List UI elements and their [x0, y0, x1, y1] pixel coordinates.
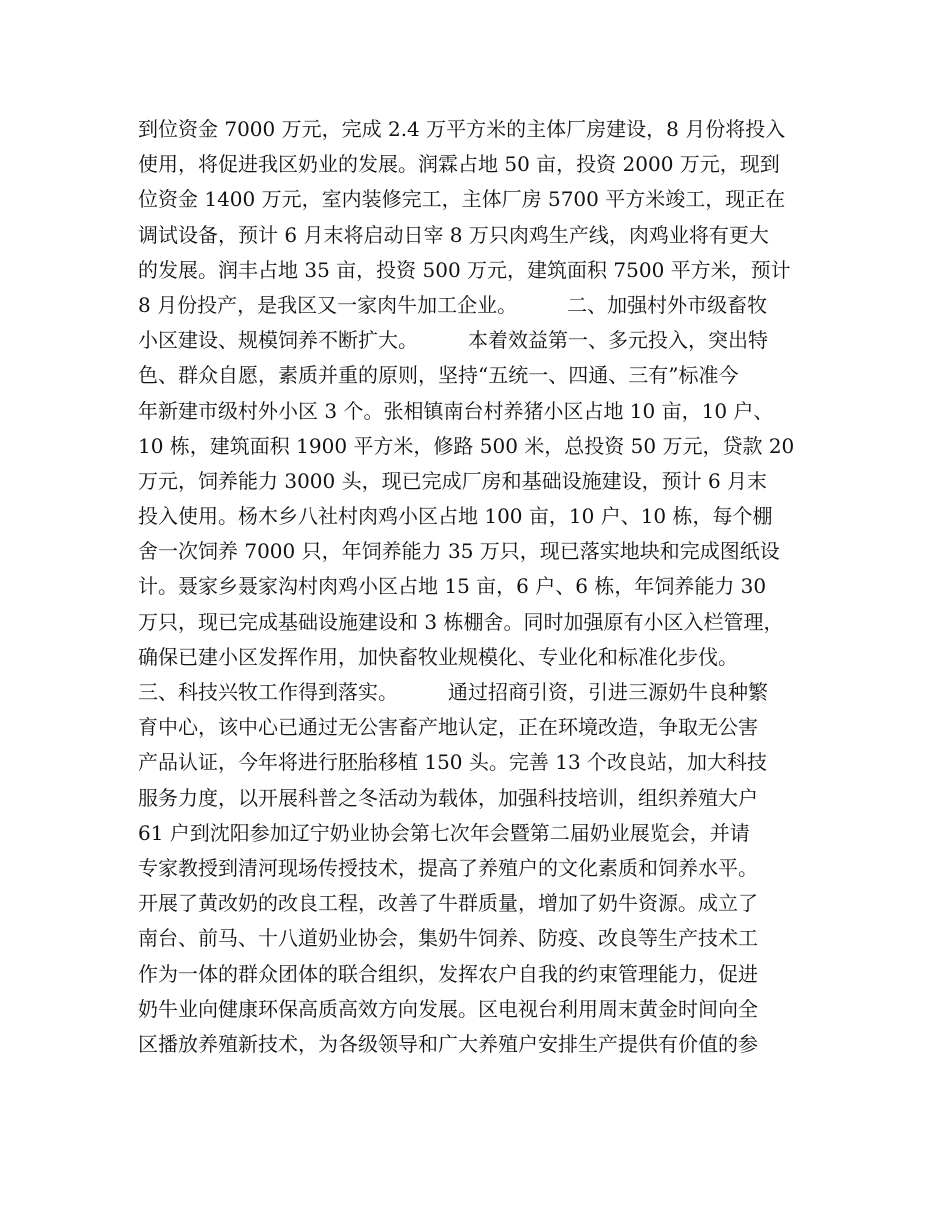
- text-line: 到位资金 7000 万元，完成 2.4 万平方米的主体厂房建设，8 月份将投入: [138, 117, 786, 141]
- text-line: 万元，饲养能力 3000 头，现已完成厂房和基础设施建设，预计 6 月末: [138, 468, 768, 493]
- text-line: 作为一体的群众团体的联合组织，发挥农户自我的约束管理能力，促进: [138, 961, 758, 986]
- text-line: 投入使用。杨木乡八社村肉鸡小区占地 100 亩，10 户、10 栋，每个棚: [138, 504, 773, 529]
- body-text: [138, 112, 828, 1062]
- text-line: 小区建设、规模饲养不断扩大。 本着效益第一、多元投入，突出特: [138, 328, 768, 353]
- text-line: 10 栋，建筑面积 1900 平方米，修路 500 米，总投资 50 万元，贷款 20: [138, 433, 795, 458]
- text-line: 三、科技兴牧工作得到落实。 通过招商引资，引进三源奶牛良种繁: [138, 680, 768, 704]
- text-line: 服务力度，以开展科普之冬活动为载体，加强科技培训，组织养殖大户: [138, 785, 758, 810]
- text-line: 61 户到沈阳参加辽宁奶业协会第七次年会暨第二届奶业展览会，并请: [138, 820, 750, 845]
- text-line: 舍一次饲养 7000 只，年饲养能力 35 万只，现已落实地块和完成图纸设: [138, 539, 780, 564]
- text-line: 万只，现已完成基础设施建设和 3 栋棚舍。同时加强原有小区入栏管理，: [138, 609, 784, 634]
- text-line: 奶牛业向健康环保高质高效方向发展。区电视台利用周末黄金时间向全: [138, 996, 758, 1021]
- text-line: 确保已建小区发挥作用，加快畜牧业规模化、专业化和标准化步伐。: [138, 644, 738, 669]
- text-line: 区播放养殖新技术，为各级领导和广大养殖户安排生产提供有价值的参: [138, 1031, 758, 1056]
- text-line: 调试设备，预计 6 月末将启动日宰 8 万只肉鸡生产线，肉鸡业将有更大: [138, 222, 769, 247]
- text-line: 开展了黄改奶的改良工程，改善了牛群质量，增加了奶牛资源。成立了: [138, 891, 758, 916]
- text-line: 产品认证，今年将进行胚胎移植 150 头。完善 13 个改良站，加大科技: [138, 750, 768, 775]
- text-line: 8 月份投产，是我区又一家肉牛加工企业。 二、加强村外市级畜牧: [138, 292, 768, 317]
- text-line: 使用，将促进我区奶业的发展。润霖占地 50 亩，投资 2000 万元，现到: [138, 152, 780, 177]
- text-line: 年新建市级村外小区 3 个。张相镇南台村养猪小区占地 10 亩，10 户、: [138, 398, 774, 423]
- text-line: 南台、前马、十八道奶业协会，集奶牛饲养、防疫、改良等生产技术工: [138, 926, 758, 951]
- text-line: 专家教授到清河现场传授技术，提高了养殖户的文化素质和饲养水平。: [138, 855, 758, 880]
- text-line: 计。聂家乡聂家沟村肉鸡小区占地 15 亩，6 户、6 栋，年饲养能力 30: [138, 574, 767, 599]
- text-line: 位资金 1400 万元，室内装修完工，主体厂房 5700 平方米竣工，现正在: [138, 187, 786, 212]
- text-line: 色、群众自愿，素质并重的原则，坚持“五统一、四通、三有”标准今: [138, 363, 739, 388]
- text-line: 育中心，该中心已通过无公害畜产地认定，正在环境改造，争取无公害: [138, 715, 758, 740]
- text-line: 的发展。润丰占地 35 亩，投资 500 万元，建筑面积 7500 平方米，预计: [138, 257, 791, 282]
